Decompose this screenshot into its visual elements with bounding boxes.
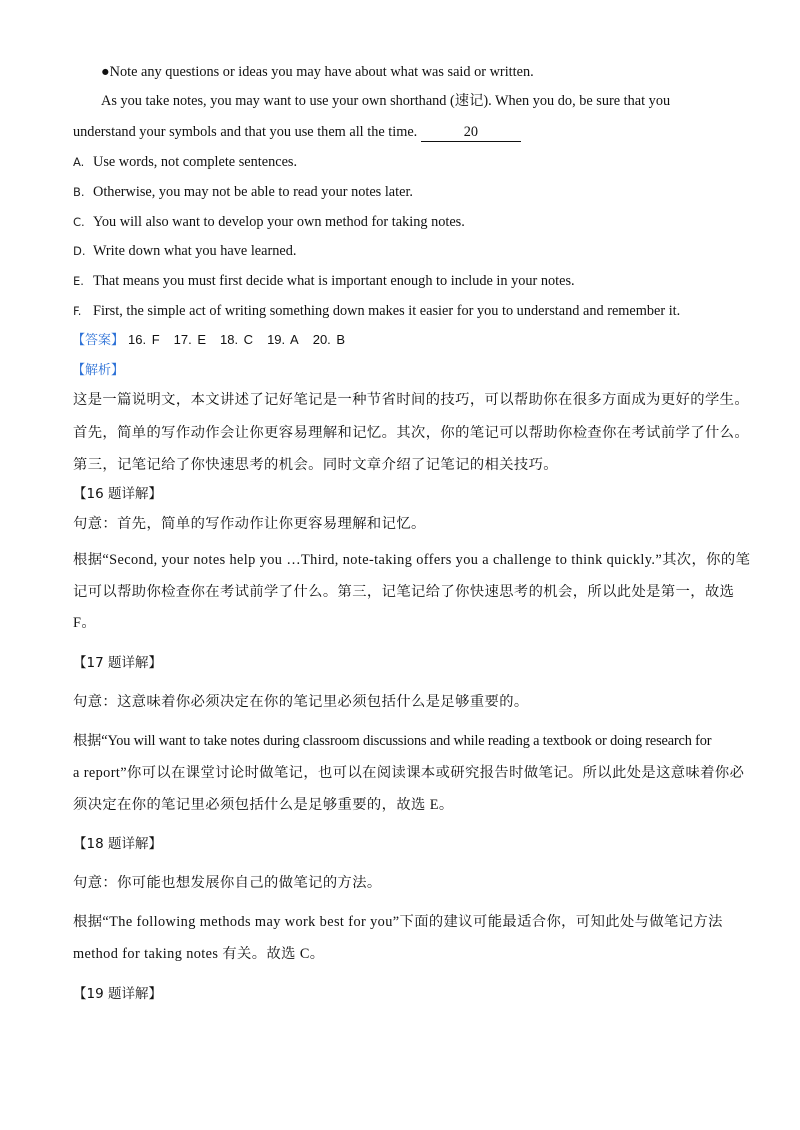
option-letter: C. [73, 215, 85, 229]
answer-blank-20 [421, 123, 521, 142]
q17-basis-line-3: 须决定在你的笔记里必须包括什么是足够重要的，故选 E。 [73, 797, 454, 813]
option-letter: A. [73, 155, 85, 169]
passage-paragraph-text: understand your symbols and that you use them all the time. [73, 124, 418, 140]
option-letter: E. [73, 274, 84, 288]
answer-line [72, 331, 359, 350]
passage-bullet-line: ●Note any questions or ideas you may have about what was said or written. [101, 64, 534, 80]
q17-basis-line-2: a report”你可以在课堂讨论时做笔记，也可以在阅读课本或研究报告时做笔记。所以此处是这意味着你必 [73, 765, 745, 781]
option-text: First, the simple act of writing something down makes it easier for you to understand and remember it. [93, 303, 681, 319]
answer-item: 19. A [267, 332, 299, 347]
analysis-line-2: 首先，简单的写作动作会让你更容易理解和记忆。其次，你的笔记可以帮助你检查你在考试前学了什么。 [73, 425, 750, 441]
passage-paragraph-line-2 [73, 123, 521, 142]
q17-heading: 【17 题详解】 [73, 655, 162, 671]
q17-meaning: 句意：这意味着你必须决定在你的笔记里必须包括什么是足够重要的。 [73, 694, 529, 710]
q16-basis-line-2: 记可以帮助你检查你在考试前学了什么。第三，记笔记给了你快速思考的机会，所以此处是第一，故选 [73, 584, 735, 600]
option-b [73, 183, 413, 201]
answer-item: 17. E [173, 332, 206, 347]
passage-paragraph-line-1: As you take notes, you may want to use your own shorthand (速记). When you do, be sure that you [101, 93, 671, 109]
q18-heading: 【18 题详解】 [73, 836, 162, 852]
answer-item: 16. F [128, 332, 160, 347]
q18-basis-line-1: 根据“The following methods may work best for you”下面的建议可能最适合你，可知此处与做笔记方法 [73, 914, 723, 930]
option-text: You will also want to develop your own method for taking notes. [93, 214, 465, 230]
q16-heading: 【16 题详解】 [73, 486, 162, 502]
option-letter: D. [73, 244, 86, 258]
option-d [73, 242, 296, 260]
answer-tag: 【答案】 [72, 333, 125, 348]
answer-list [128, 332, 359, 347]
option-f [73, 302, 680, 320]
option-text: That means you must first decide what is important enough to include in your notes. [93, 273, 575, 289]
analysis-line-3: 第三，记笔记给了你快速思考的机会。同时文章介绍了记笔记的相关技巧。 [73, 457, 558, 473]
q18-meaning: 句意：你可能也想发展你自己的做笔记的方法。 [73, 875, 382, 891]
q17-basis-line-1: 根据“You will want to take notes during classroom discussions and while reading a textbook or doing research for [73, 733, 712, 749]
analysis-line-1: 这是一篇说明文，本文讲述了记好笔记是一种节省时间的技巧，可以帮助你在很多方面成为更好的学生。 [73, 392, 750, 408]
answer-item: 20. B [312, 332, 346, 347]
q16-meaning: 句意：首先，简单的写作动作让你更容易理解和记忆。 [73, 516, 426, 532]
option-letter: B. [73, 185, 85, 199]
analysis-heading [72, 361, 124, 380]
option-c [73, 213, 465, 231]
analysis-tag: 【解析】 [72, 363, 125, 378]
q16-basis-line-3: F。 [73, 615, 97, 631]
q19-heading: 【19 题详解】 [73, 986, 162, 1002]
blank-number: 20 [421, 125, 521, 142]
q16-basis-line-1: 根据“Second, your notes help you …Third, note-taking offers you a challenge to think quickly.”其次，你的笔 [73, 552, 751, 568]
option-text: Use words, not complete sentences. [93, 154, 298, 170]
option-e [73, 272, 575, 290]
answer-item: 18. C [220, 332, 254, 347]
option-letter: F. [73, 304, 82, 318]
option-text: Write down what you have learned. [93, 243, 297, 259]
option-a [73, 153, 297, 171]
q18-basis-line-2: method for taking notes 有关。故选 C。 [73, 946, 325, 962]
option-text: Otherwise, you may not be able to read your notes later. [93, 184, 413, 200]
